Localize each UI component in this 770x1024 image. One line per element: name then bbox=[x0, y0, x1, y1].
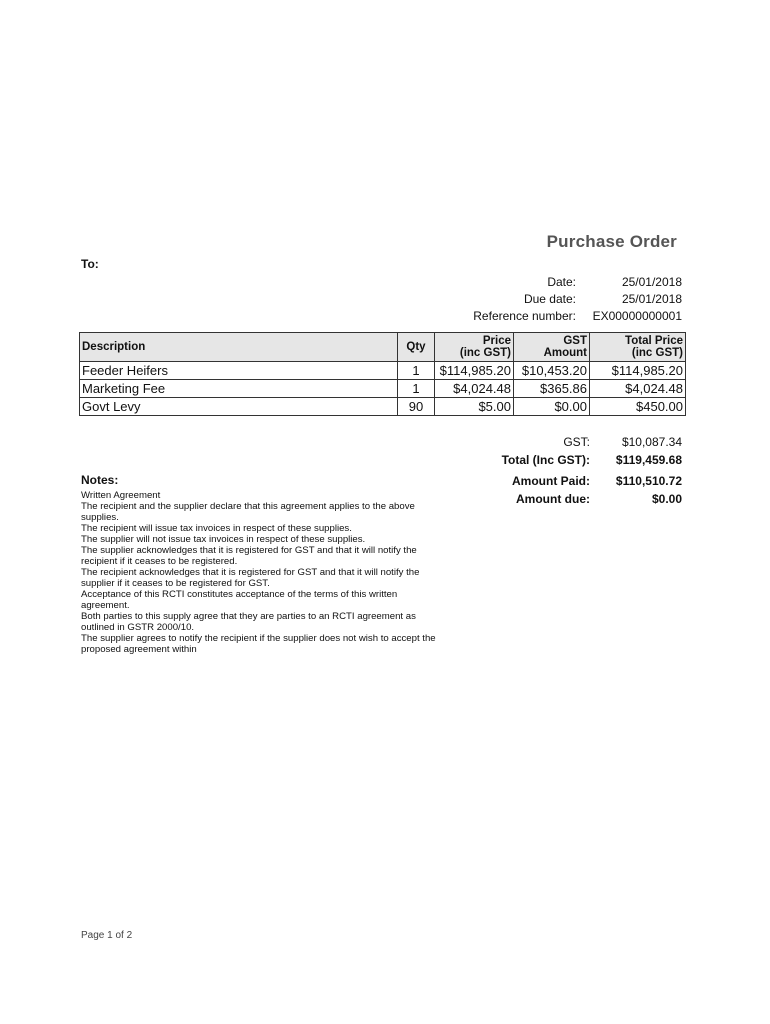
row-price: $114,985.20 bbox=[435, 362, 514, 380]
notes-label: Notes: bbox=[81, 473, 119, 487]
row-gst: $10,453.20 bbox=[514, 362, 590, 380]
notes-line: Both parties to this supply agree that they are parties to an RCTI agreement as bbox=[81, 611, 416, 622]
date-label: Date: bbox=[547, 275, 576, 289]
header-gst-line2: Amount bbox=[543, 347, 587, 359]
notes-line: The supplier acknowledges that it is registered for GST and that it will notify the bbox=[81, 545, 417, 556]
header-qty: Qty bbox=[398, 333, 435, 362]
notes-line: Written Agreement bbox=[81, 490, 161, 501]
notes-line: Acceptance of this RCTI constitutes acceptance of the terms of this written bbox=[81, 589, 398, 600]
notes-line: The recipient and the supplier declare that this agreement applies to the above bbox=[81, 501, 415, 512]
row-description: Marketing Fee bbox=[80, 380, 398, 398]
row-gst: $0.00 bbox=[514, 398, 590, 416]
notes-line: agreement. bbox=[81, 600, 130, 611]
summary-due-label: Amount due: bbox=[516, 492, 590, 506]
row-total: $450.00 bbox=[590, 398, 686, 416]
notes-line: recipient if it ceases to be registered. bbox=[81, 556, 238, 567]
header-total bbox=[590, 333, 686, 362]
row-total: $114,985.20 bbox=[590, 362, 686, 380]
notes-line: The supplier will not issue tax invoices in respect of these supplies. bbox=[81, 534, 366, 545]
table-row bbox=[80, 398, 686, 416]
notes-body bbox=[81, 490, 471, 655]
header-price-line2: (inc GST) bbox=[459, 347, 511, 359]
row-price: $4,024.48 bbox=[435, 380, 514, 398]
row-qty: 1 bbox=[398, 362, 435, 380]
row-description: Govt Levy bbox=[80, 398, 398, 416]
document-title: Purchase Order bbox=[546, 232, 677, 251]
header-total-line2: (inc GST) bbox=[631, 347, 683, 359]
notes-line: outlined in GSTR 2000/10. bbox=[81, 622, 195, 633]
notes-line: supplier if it ceases to be registered for GST. bbox=[81, 578, 270, 589]
summary-total-label: Total (Inc GST): bbox=[501, 453, 590, 467]
header-gst bbox=[514, 333, 590, 362]
row-total: $4,024.48 bbox=[590, 380, 686, 398]
due-date-label: Due date: bbox=[523, 292, 576, 306]
date-value: 25/01/2018 bbox=[621, 275, 682, 289]
page-number: Page 1 of 2 bbox=[81, 930, 133, 941]
summary-gst-label: GST: bbox=[563, 435, 590, 449]
notes-line: proposed agreement within bbox=[81, 644, 197, 655]
table-row bbox=[80, 362, 686, 380]
header-description: Description bbox=[80, 333, 398, 362]
reference-value: EX00000000001 bbox=[592, 309, 682, 323]
notes-line: The supplier agrees to notify the recipient if the supplier does not wish to accept the bbox=[81, 633, 436, 644]
header-gst-line1: GST bbox=[563, 334, 587, 347]
row-price: $5.00 bbox=[435, 398, 514, 416]
notes-line: The recipient will issue tax invoices in respect of these supplies. bbox=[81, 523, 352, 534]
line-items-table bbox=[79, 332, 686, 416]
notes-line: The recipient acknowledges that it is registered for GST and that it will notify the bbox=[81, 567, 420, 578]
notes-line: supplies. bbox=[81, 512, 119, 523]
header-price bbox=[435, 333, 514, 362]
table-header-row bbox=[80, 333, 686, 362]
summary-due-value: $0.00 bbox=[651, 492, 682, 506]
to-label: To: bbox=[81, 257, 99, 271]
summary-paid-value: $110,510.72 bbox=[615, 474, 682, 488]
table-row bbox=[80, 380, 686, 398]
header-total-line1: Total Price bbox=[625, 334, 683, 347]
row-gst: $365.86 bbox=[514, 380, 590, 398]
reference-label: Reference number: bbox=[473, 309, 576, 323]
row-qty: 1 bbox=[398, 380, 435, 398]
summary-gst-value: $10,087.34 bbox=[621, 435, 682, 449]
row-qty: 90 bbox=[398, 398, 435, 416]
summary-paid-label: Amount Paid: bbox=[512, 474, 590, 488]
row-description: Feeder Heifers bbox=[80, 362, 398, 380]
header-price-line1: Price bbox=[482, 334, 511, 347]
summary-total-value: $119,459.68 bbox=[615, 453, 682, 467]
due-date-value: 25/01/2018 bbox=[621, 292, 682, 306]
